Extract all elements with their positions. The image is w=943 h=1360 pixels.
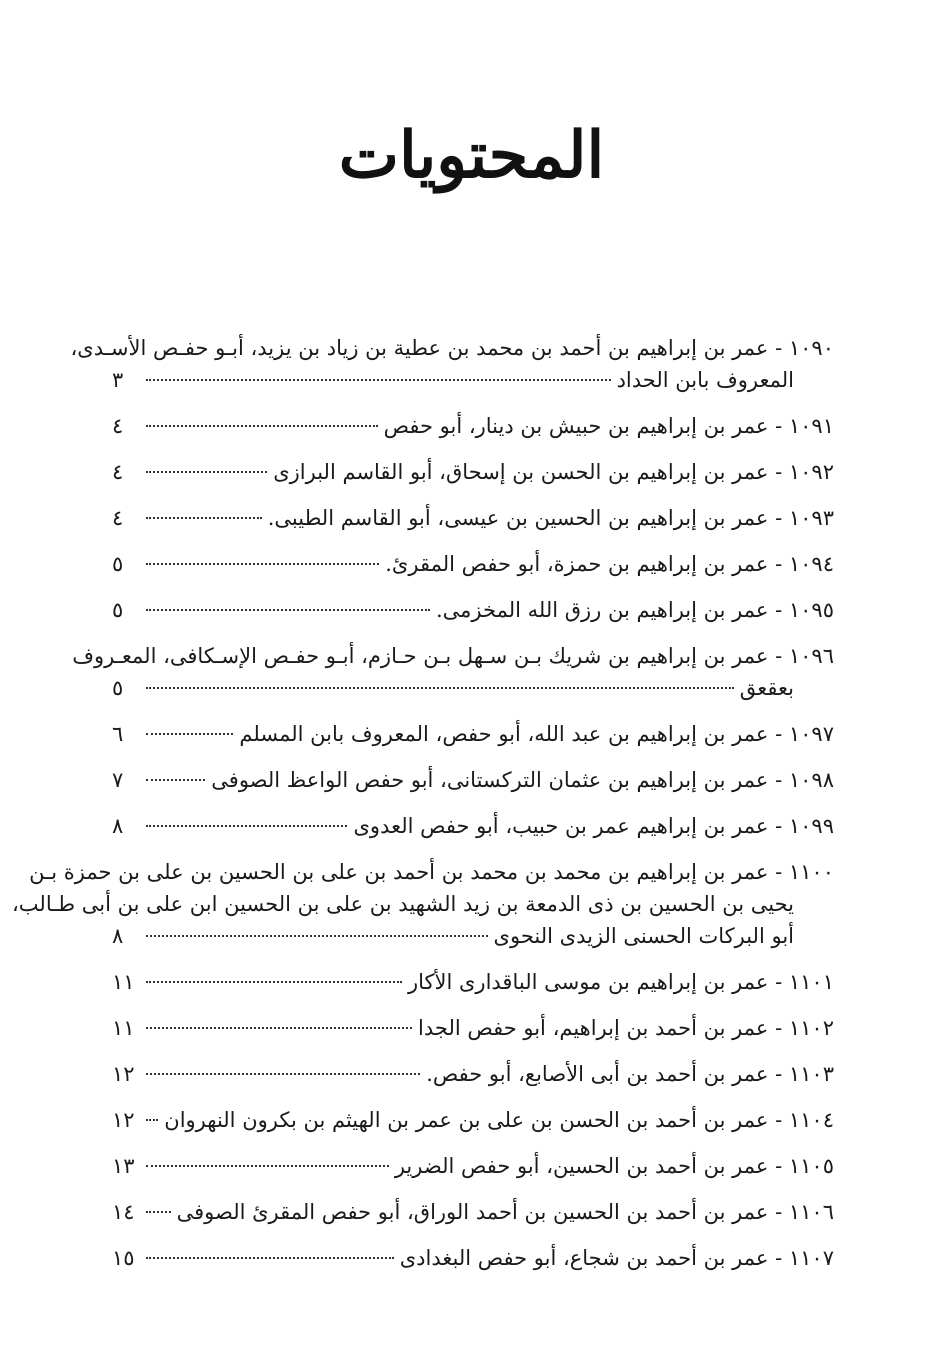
toc-entry (112, 966, 834, 998)
toc-page-number: ٧ (112, 768, 124, 792)
dot-leader (146, 1165, 389, 1167)
toc-entry-text: ١٠٩٩ - عمر بن إبراهيم عمر بن حبيب، أبو حفص العدوى (353, 814, 834, 838)
toc-entry-text: ١٠٩٢ - عمر بن إبراهيم بن الحسن بن إسحاق، أبو القاسم البرازى (273, 460, 834, 484)
toc-page-number: ٤ (112, 460, 124, 484)
toc-entry-text: بعقعق (739, 676, 794, 700)
toc-entry (112, 594, 834, 626)
dot-leader (146, 471, 267, 473)
toc-entry (112, 718, 834, 750)
dot-leader (146, 687, 734, 689)
table-of-contents (12, 332, 834, 1288)
dot-leader (146, 563, 379, 565)
toc-entry (112, 502, 834, 534)
toc-page-number: ١١ (112, 1016, 135, 1040)
toc-entry (112, 1104, 834, 1136)
toc-entry-text: ١٠٩٣ - عمر بن إبراهيم بن الحسين بن عيسى، أبو القاسم الطيبى. (267, 506, 834, 530)
toc-entry (112, 1196, 834, 1228)
toc-entry (70, 332, 834, 396)
dot-leader (146, 425, 378, 427)
toc-entry (112, 1012, 834, 1044)
toc-page-number: ٨ (112, 814, 124, 838)
toc-page-number: ٥ (112, 552, 124, 576)
toc-page-number: ٣ (112, 368, 124, 392)
toc-entry-text: ١١٠٠ - عمر بن إبراهيم بن محمد بن محمد بن أحمد بن على بن الحسين بن على بن حمزة بـن (29, 860, 834, 884)
dot-leader (146, 779, 205, 781)
page-title: المحتويات (338, 118, 605, 193)
toc-entry-text: ١٠٩٥ - عمر بن إبراهيم بن رزق الله المخزمى. (436, 598, 834, 622)
toc-entry-text: يحيى بن الحسين بن ذى الدمعة بن زيد الشهيد بن على بن الحسين ابن على بن أبى طـالب، (12, 892, 794, 916)
toc-page-number: ١٤ (112, 1200, 135, 1224)
toc-page-number: ١٥ (112, 1246, 135, 1270)
toc-entry (112, 548, 834, 580)
toc-entry (112, 1242, 834, 1274)
dot-leader (146, 1211, 171, 1213)
toc-entry (112, 1058, 834, 1090)
toc-page-number: ٤ (112, 506, 124, 530)
dot-leader (146, 1119, 158, 1121)
toc-entry-text: ١١٠٦ - عمر بن أحمد بن الحسين بن أحمد الوراق، أبو حفص المقرئ الصوفى (176, 1200, 834, 1224)
toc-page-number: ١٢ (112, 1108, 135, 1132)
toc-entry-text: ١١٠٥ - عمر بن أحمد بن الحسين، أبو حفص الضرير (394, 1154, 834, 1178)
toc-entry-text: ١٠٩٨ - عمر بن إبراهيم بن عثمان التركستانى، أبو حفص الواعظ الصوفى (211, 768, 834, 792)
toc-entry (112, 764, 834, 796)
toc-entry-text: ١٠٩٧ - عمر بن إبراهيم بن عبد الله، أبو حفص، المعروف بابن المسلم (239, 722, 834, 746)
dot-leader (146, 1027, 412, 1029)
dot-leader (146, 733, 233, 735)
toc-page-number: ٦ (112, 722, 124, 746)
dot-leader (146, 1257, 394, 1259)
dot-leader (146, 379, 611, 381)
toc-entry-text: ١٠٩٦ - عمر بن إبراهيم بن شريك بـن سـهل بـن حـازم، أبـو حفـص الإسـكافى، المعـروف (72, 644, 834, 668)
toc-page-number: ١١ (112, 970, 135, 994)
toc-page-number: ٥ (112, 676, 124, 700)
toc-entry-text: المعروف بابن الحداد (616, 368, 794, 392)
toc-entry-text: ١٠٩٤ - عمر بن إبراهيم بن حمزة، أبو حفص المقرئ. (385, 552, 834, 576)
toc-entry (112, 1150, 834, 1182)
toc-entry (112, 410, 834, 442)
toc-page-number: ٥ (112, 598, 124, 622)
toc-entry-text: ١١٠٤ - عمر بن أحمد بن الحسن بن على بن عمر بن الهيثم بن بكرون النهروان (164, 1108, 834, 1132)
toc-entry (12, 856, 834, 952)
toc-entry-text: ١٠٩١ - عمر بن إبراهيم بن حبيش بن دينار، أبو حفص (383, 414, 834, 438)
toc-entry (112, 810, 834, 842)
dot-leader (146, 981, 402, 983)
toc-entry-text: ١١٠٧ - عمر بن أحمد بن شجاع، أبو حفص البغدادى (399, 1246, 834, 1270)
dot-leader (146, 517, 262, 519)
dot-leader (146, 825, 347, 827)
toc-entry (72, 640, 834, 704)
toc-page-number: ٨ (112, 924, 124, 948)
toc-entry-text: ١١٠١ - عمر بن إبراهيم بن موسى الباقدارى الأكار (407, 970, 834, 994)
toc-entry-text: ١١٠٢ - عمر بن أحمد بن إبراهيم، أبو حفص الجدا (418, 1016, 834, 1040)
dot-leader (146, 609, 430, 611)
toc-page-number: ١٣ (112, 1154, 135, 1178)
toc-entry-text: ١٠٩٠ - عمر بن إبراهيم بن أحمد بن محمد بن عطية بن زياد بن يزيد، أبـو حفـص الأسـدى، (70, 336, 834, 360)
toc-page-number: ٤ (112, 414, 124, 438)
toc-page-number: ١٢ (112, 1062, 135, 1086)
toc-entry (112, 456, 834, 488)
dot-leader (146, 935, 488, 937)
dot-leader (146, 1073, 420, 1075)
toc-entry-text: أبو البركات الحسنى الزيدى النحوى (493, 924, 794, 948)
toc-entry-text: ١١٠٣ - عمر بن أحمد بن أبى الأصابع، أبو حفص. (426, 1062, 834, 1086)
